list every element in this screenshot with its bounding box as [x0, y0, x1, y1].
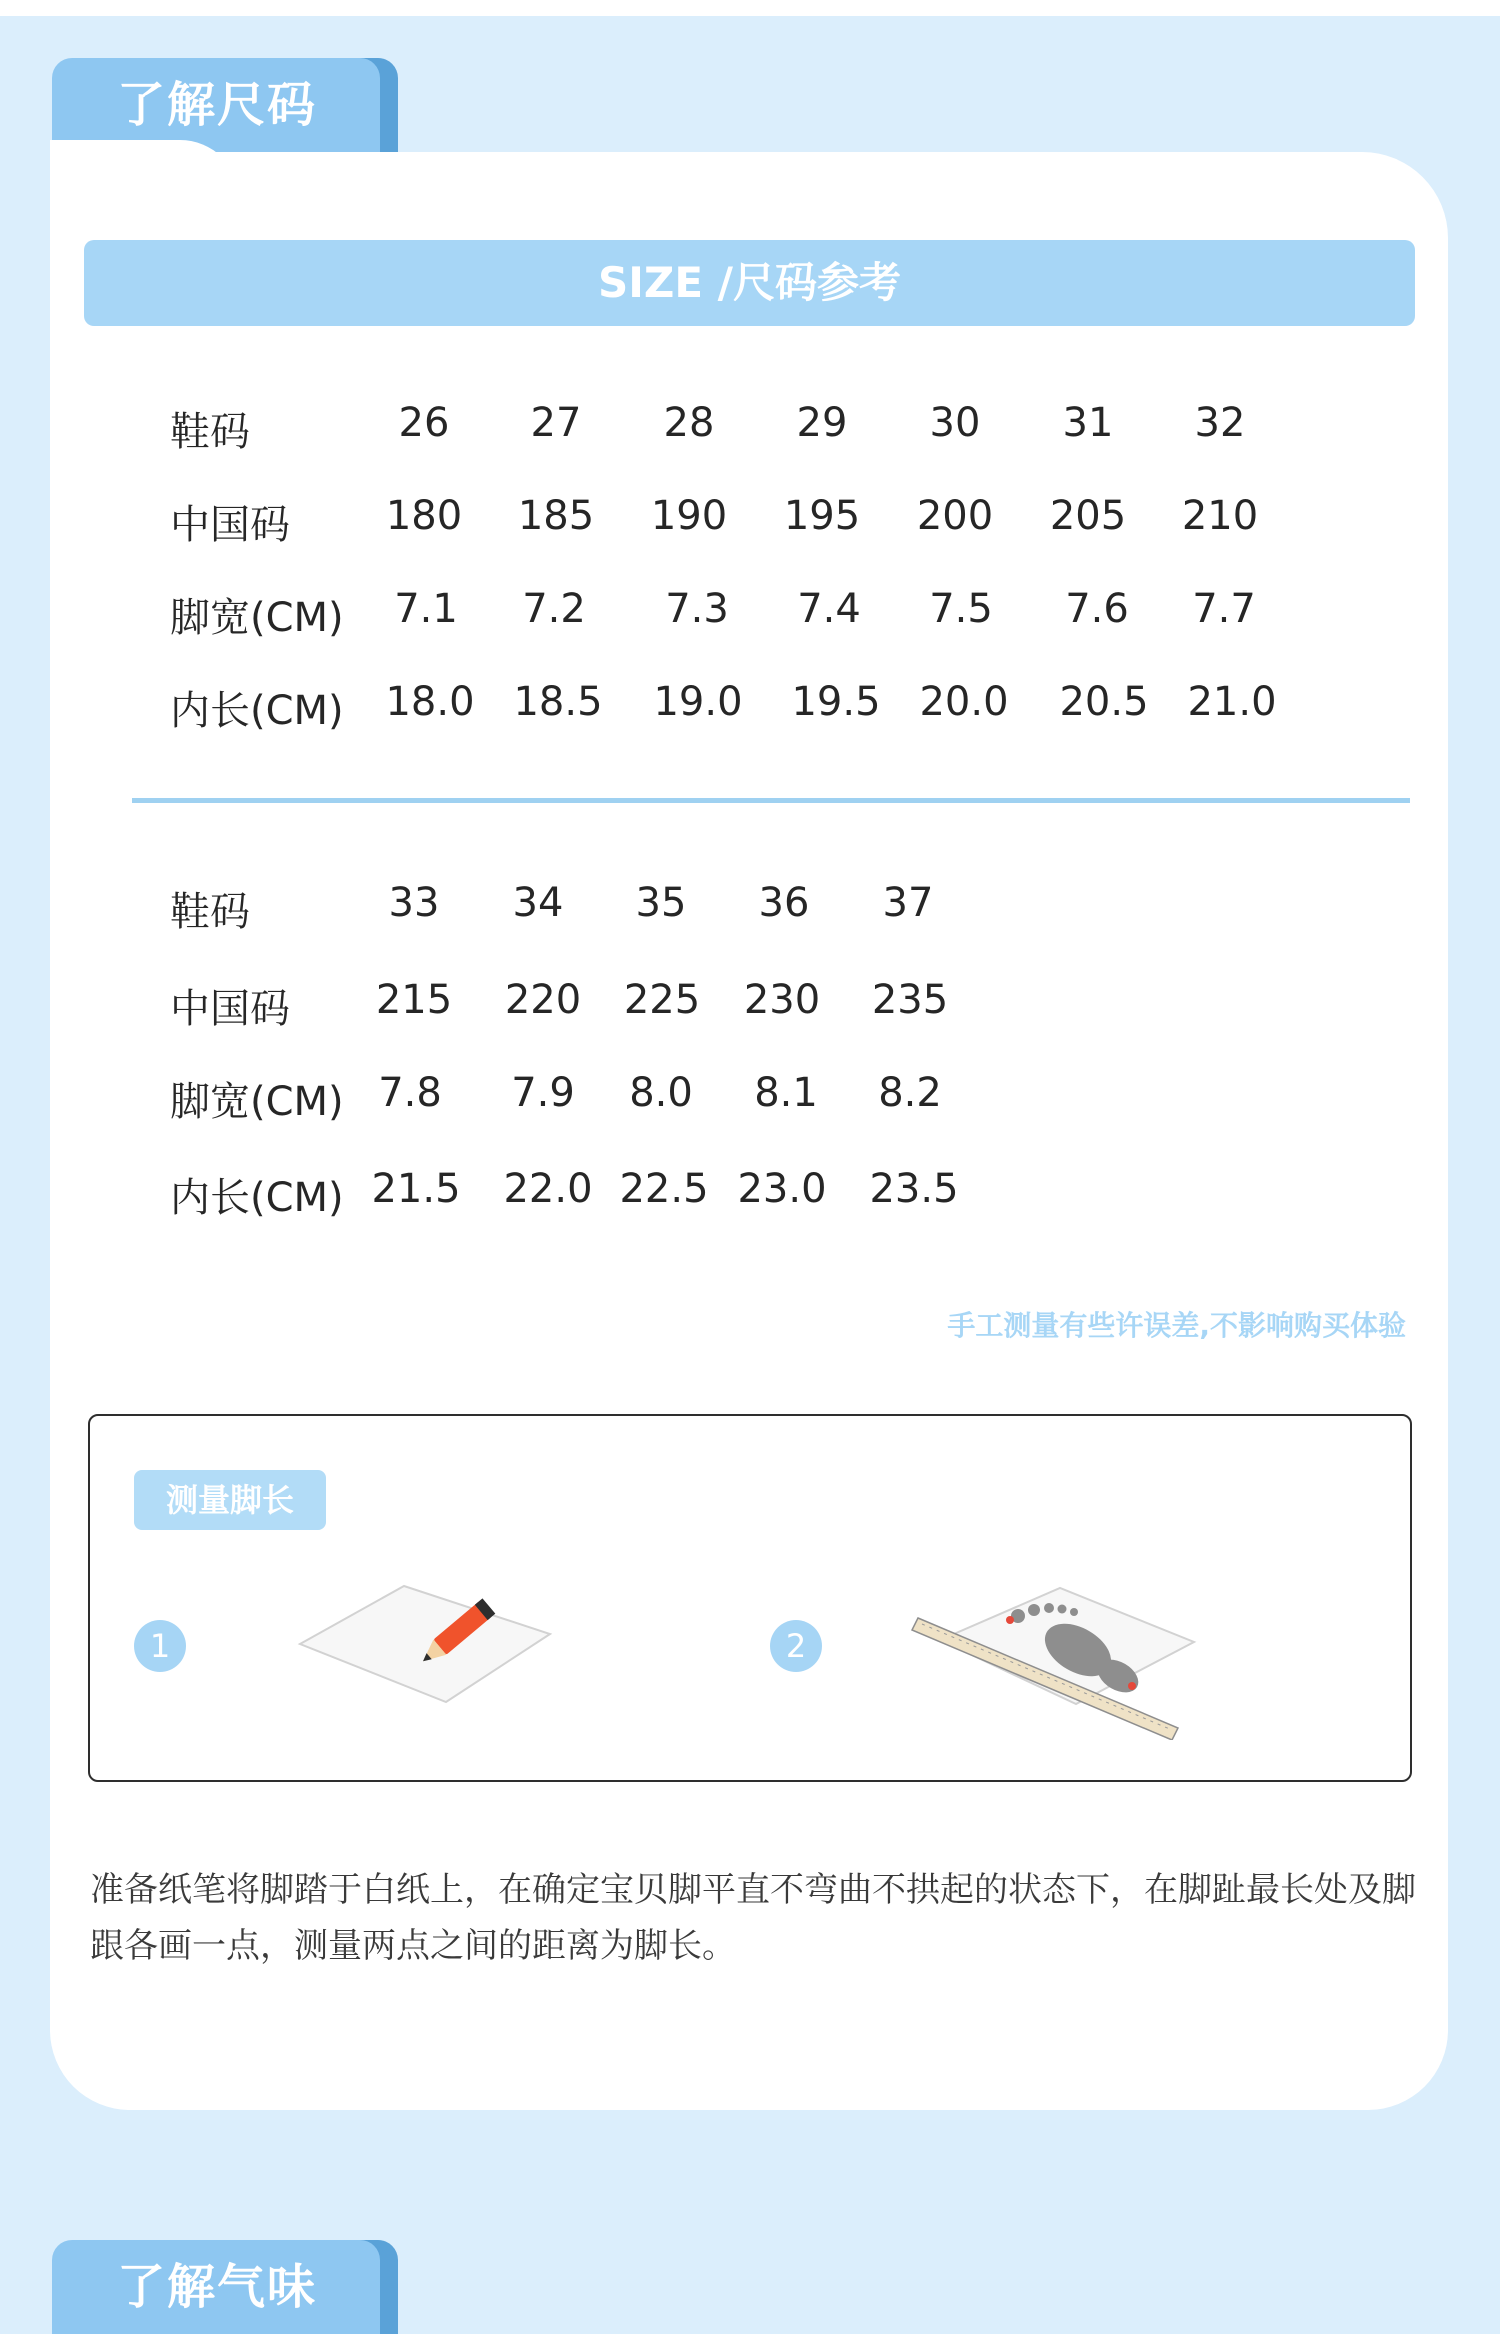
- table-cell: 7.3: [665, 586, 729, 632]
- table-cell: 7.7: [1192, 586, 1256, 632]
- row-label-china-size: 中国码: [170, 986, 290, 1032]
- table-cell: 235: [871, 977, 949, 1023]
- table-cell: 21.0: [1187, 679, 1277, 725]
- table-cell: 7.2: [522, 586, 586, 632]
- table-cell: 26: [398, 400, 450, 446]
- table-cell: 215: [375, 977, 453, 1023]
- table-cell: 185: [517, 493, 595, 539]
- table-cell: 30: [929, 400, 981, 446]
- table-cell: 7.1: [394, 586, 458, 632]
- measure-instructions: 准备纸笔将脚踏于白纸上，在确定宝贝脚平直不弯曲不拱起的状态下，在脚趾最长处及脚跟各画一点，测量两点之间的距离为脚长。: [90, 1870, 1416, 1966]
- table-cell: 34: [512, 880, 564, 926]
- size-section-tab: 了解尺码: [52, 58, 380, 152]
- table-cell: 180: [385, 493, 463, 539]
- top-strip: [0, 0, 1500, 16]
- table-cell: 35: [635, 880, 687, 926]
- table-cell: 190: [650, 493, 728, 539]
- table-cell: 7.8: [378, 1070, 442, 1116]
- table-cell: 28: [663, 400, 715, 446]
- table-cell: 27: [530, 400, 582, 446]
- table-cell: 7.4: [797, 586, 861, 632]
- row-label-foot-width: 脚宽(CM): [170, 595, 344, 641]
- row-label-foot-width: 脚宽(CM): [170, 1079, 344, 1125]
- table-cell: 205: [1049, 493, 1127, 539]
- smell-section-tab: 了解气味: [52, 2240, 380, 2334]
- table-cell: 20.5: [1059, 679, 1149, 725]
- table-cell: 19.5: [791, 679, 881, 725]
- measurement-error-note: 手工测量有些许误差,不影响购买体验: [947, 1309, 1406, 1342]
- measure-foot-title: 测量脚长: [134, 1470, 326, 1530]
- table-cell: 8.0: [629, 1070, 693, 1116]
- row-label-shoe-size: 鞋码: [170, 889, 250, 935]
- table-cell: 29: [796, 400, 848, 446]
- table-cell: 230: [743, 977, 821, 1023]
- table-cell: 210: [1181, 493, 1259, 539]
- row-label-china-size: 中国码: [170, 502, 290, 548]
- table-cell: 22.5: [619, 1166, 709, 1212]
- table-cell: 225: [623, 977, 701, 1023]
- size-banner: SIZE /尺码参考: [84, 240, 1415, 326]
- table-cell: 18.5: [513, 679, 603, 725]
- table-cell: 7.5: [929, 586, 993, 632]
- paper-pencil-illustration: [296, 1580, 556, 1720]
- table-cell: 7.9: [511, 1070, 575, 1116]
- row-label-inner-length: 内长(CM): [170, 688, 344, 734]
- table-cell: 31: [1062, 400, 1114, 446]
- table-cell: 32: [1194, 400, 1246, 446]
- table-divider: [132, 798, 1410, 803]
- ruler-footprint-illustration: [910, 1580, 1200, 1740]
- table-cell: 18.0: [385, 679, 475, 725]
- table-cell: 8.1: [754, 1070, 818, 1116]
- table-cell: 200: [916, 493, 994, 539]
- table-cell: 22.0: [503, 1166, 593, 1212]
- table-cell: 195: [783, 493, 861, 539]
- table-cell: 23.0: [737, 1166, 827, 1212]
- table-cell: 19.0: [653, 679, 743, 725]
- table-cell: 33: [388, 880, 440, 926]
- row-label-shoe-size: 鞋码: [170, 409, 250, 455]
- table-cell: 36: [758, 880, 810, 926]
- step-1-badge: 1: [134, 1620, 186, 1672]
- table-cell: 7.6: [1065, 586, 1129, 632]
- table-cell: 20.0: [919, 679, 1009, 725]
- table-cell: 220: [504, 977, 582, 1023]
- row-label-inner-length: 内长(CM): [170, 1175, 344, 1221]
- table-cell: 37: [882, 880, 934, 926]
- step-2-badge: 2: [770, 1620, 822, 1672]
- table-cell: 21.5: [371, 1166, 461, 1212]
- table-cell: 8.2: [878, 1070, 942, 1116]
- table-cell: 23.5: [869, 1166, 959, 1212]
